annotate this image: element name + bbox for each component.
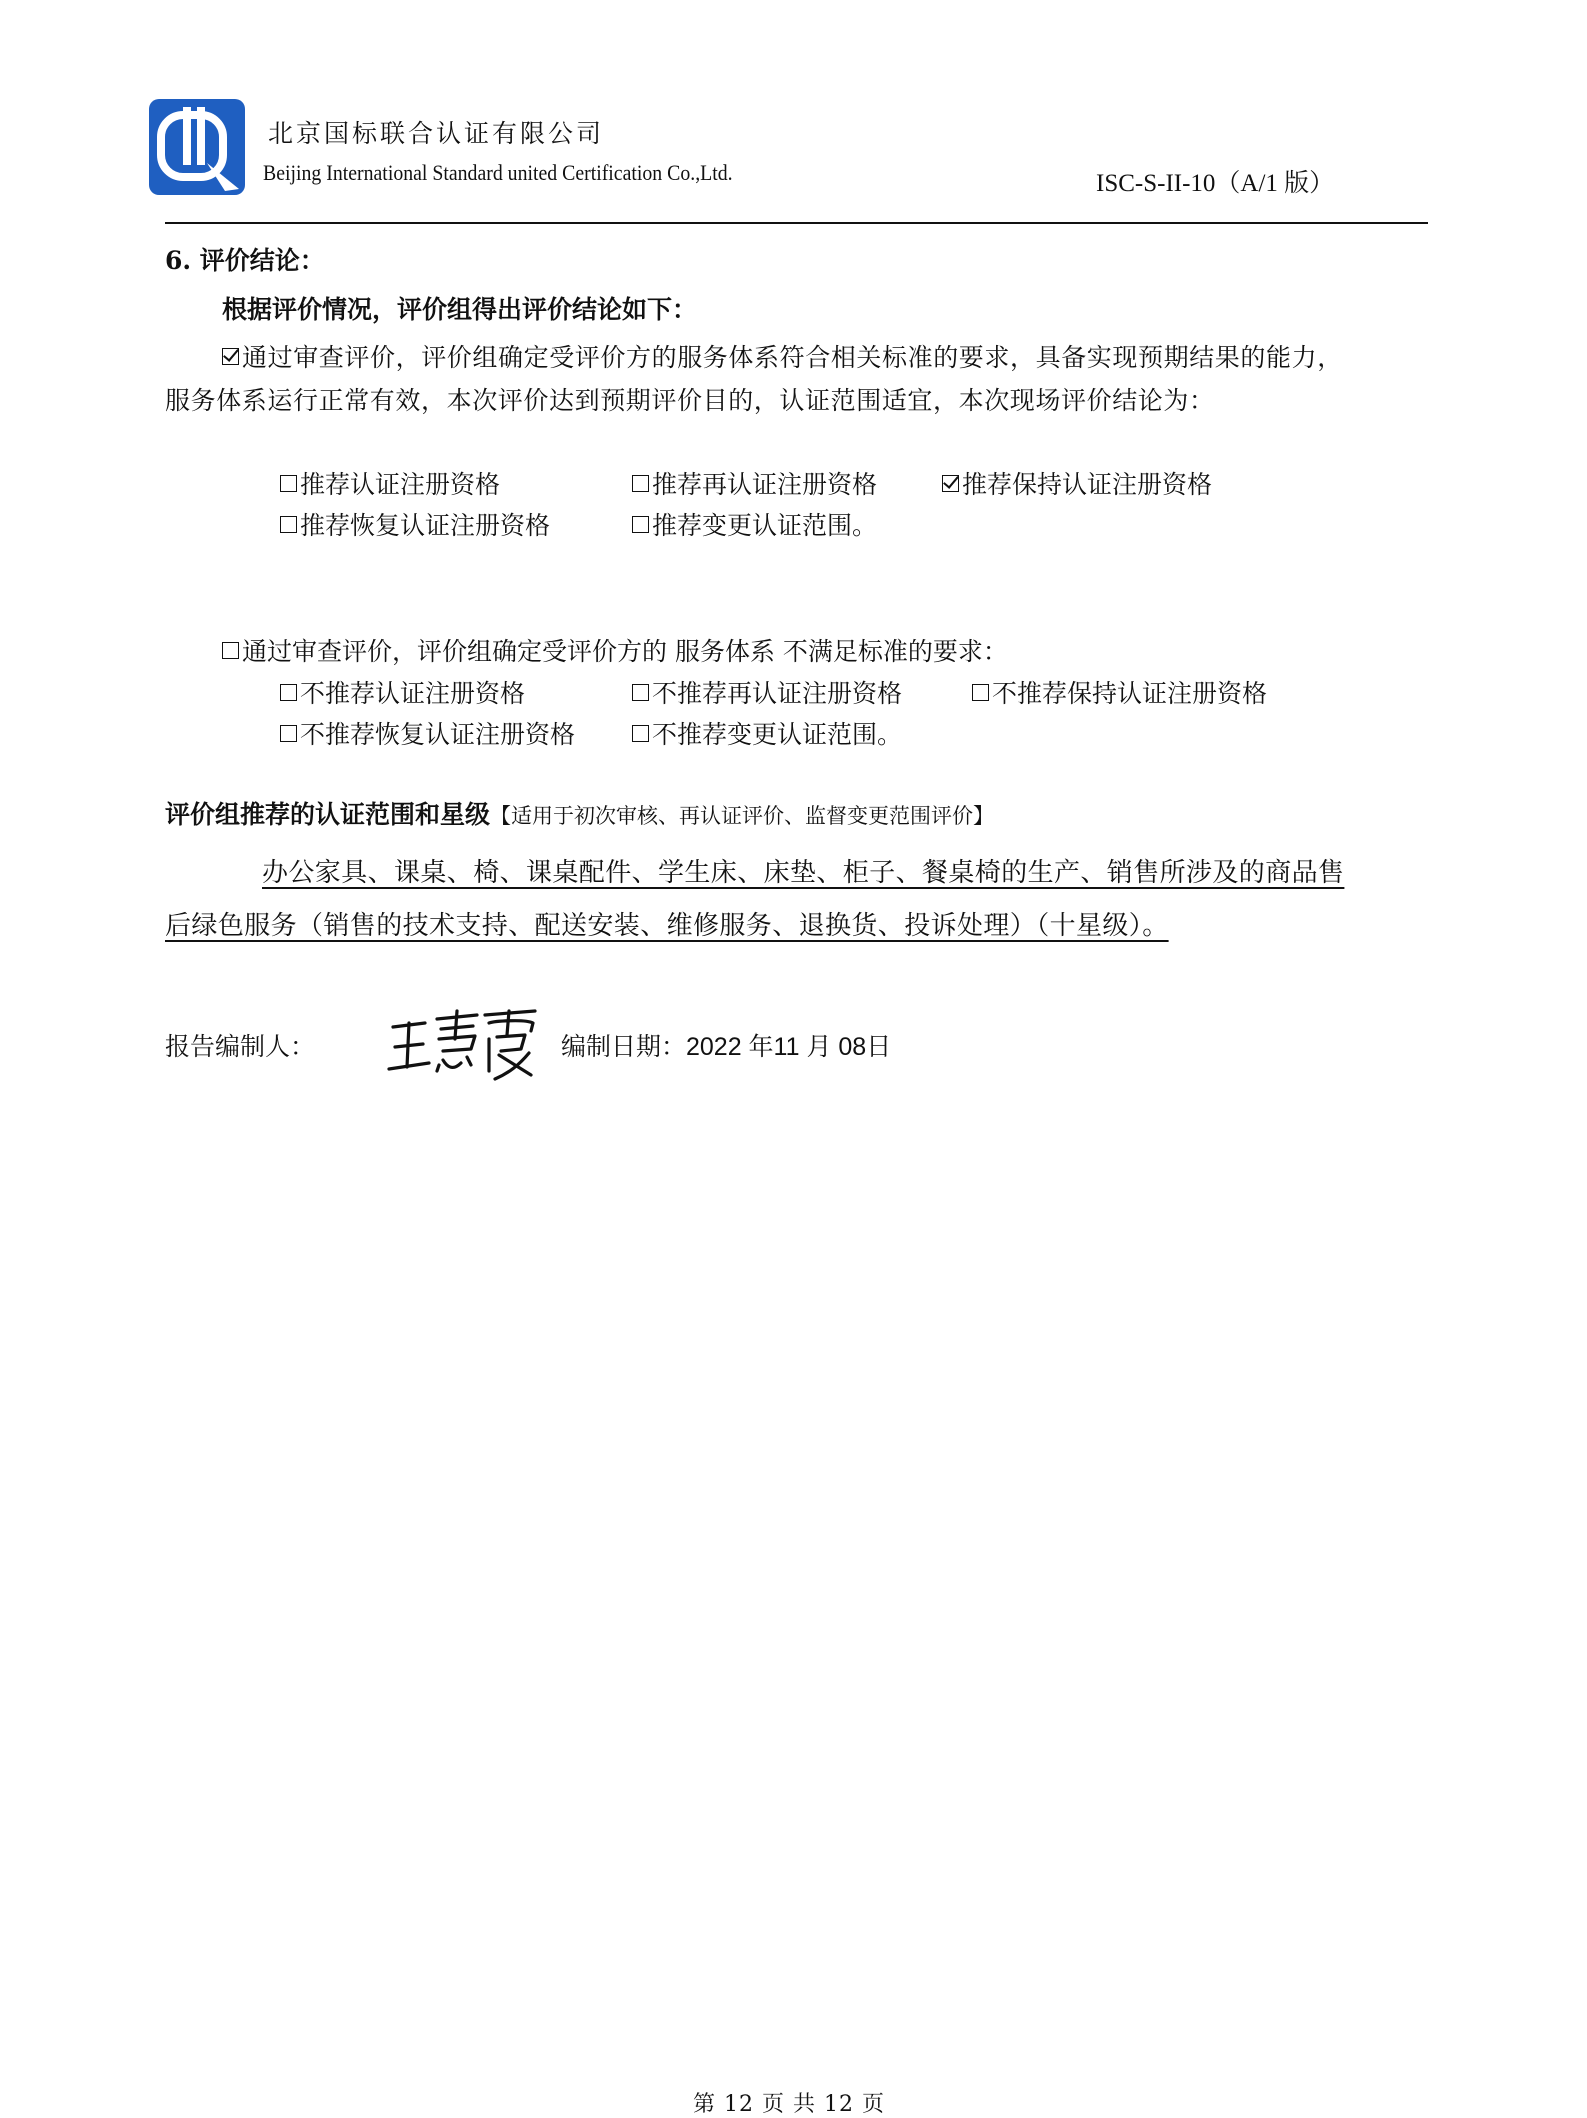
page-number: 第 12 页 共 12 页	[693, 2092, 885, 2117]
pass-statement-line2: 服务体系运行正常有效，本次评价达到预期评价目的，认证范围适宜，本次现场评价结论为：	[165, 386, 1215, 415]
prepared-date: 编制日期：2022 年11 月 08日	[561, 1033, 892, 1061]
checkbox[interactable]	[280, 516, 297, 533]
option-not-recommend-restore[interactable]: 不推荐恢复认证注册资格	[280, 715, 575, 751]
option-recommend-recertification[interactable]: 推荐再认证注册资格	[632, 465, 877, 501]
checkbox[interactable]	[632, 725, 649, 742]
option-not-recommend-recertification[interactable]: 不推荐再认证注册资格	[632, 674, 902, 710]
checkbox[interactable]	[280, 684, 297, 701]
scope-text-line2: 后绿色服务（销售的技术支持、配送安装、维修服务、退换货、投诉处理）（十星级）。	[165, 911, 1169, 941]
scope-text-line1: 办公家具、课桌、椅、课桌配件、学生床、床垫、柜子、餐桌椅的生产、销售所涉及的商品售	[262, 858, 1345, 888]
option-recommend-maintain[interactable]: 推荐保持认证注册资格	[942, 465, 1212, 501]
option-not-recommend-maintain[interactable]: 不推荐保持认证注册资格	[972, 674, 1267, 710]
fail-checkbox[interactable]	[222, 642, 239, 659]
document-code: ISC-S-II-10（A/1 版）	[1096, 170, 1335, 197]
checkbox[interactable]	[632, 475, 649, 492]
section-title: 6. 评价结论：	[165, 246, 325, 275]
company-name-cn: 北京国标联合认证有限公司	[268, 119, 605, 148]
checkbox[interactable]	[972, 684, 989, 701]
checkbox[interactable]	[632, 684, 649, 701]
checkbox-checked[interactable]	[942, 475, 959, 492]
option-recommend-certification[interactable]: 推荐认证注册资格	[280, 465, 500, 501]
pass-statement-line1	[222, 338, 1343, 374]
option-not-recommend-scope-change[interactable]: 不推荐变更认证范围。	[632, 715, 902, 751]
checkbox[interactable]	[632, 516, 649, 533]
fail-statement[interactable]: 通过审查评价，评价组确定受评价方的 服务体系 不满足标准的要求：	[222, 632, 1008, 668]
scope-note: 【适用于初次审核、再认证评价、监督变更范围评价】	[490, 804, 995, 828]
option-recommend-scope-change[interactable]: 推荐变更认证范围。	[632, 506, 877, 542]
company-name-en: Beijing International Standard united Certification Co.,Ltd.	[263, 160, 733, 185]
checkbox[interactable]	[280, 475, 297, 492]
pass-checkbox[interactable]	[222, 348, 239, 365]
scope-title: 评价组推荐的认证范围和星级【适用于初次审核、再认证评价、监督变更范围评价】	[165, 800, 995, 829]
option-recommend-restore[interactable]: 推荐恢复认证注册资格	[280, 506, 550, 542]
checkbox[interactable]	[280, 725, 297, 742]
handwritten-signature	[385, 1005, 545, 1085]
section-lead: 根据评价情况，评价组得出评价结论如下：	[222, 295, 698, 324]
pass-statement-text: 通过审查评价，评价组确定受评价方的服务体系符合相关标准的要求，具备实现预期结果的能力，	[242, 343, 1343, 372]
company-logo	[147, 97, 247, 197]
header-divider	[165, 222, 1428, 224]
option-not-recommend-certification[interactable]: 不推荐认证注册资格	[280, 674, 525, 710]
preparer-label: 报告编制人：	[165, 1032, 316, 1061]
